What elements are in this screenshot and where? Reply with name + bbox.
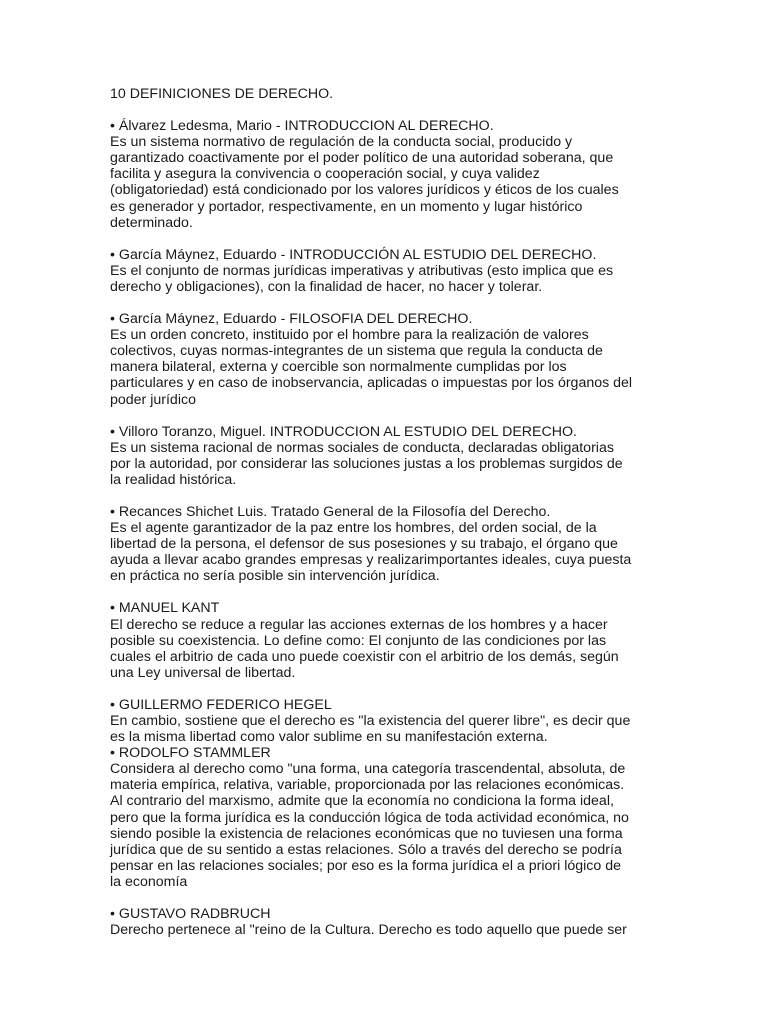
definition-line: colectivos, cuyas normas-integrantes de un sistema que regula la conducta de	[110, 343, 603, 360]
definition-heading: • RODOLFO STAMMLER	[110, 745, 271, 762]
definition-entry-2	[110, 247, 658, 295]
definition-heading: • Recances Shichet Luis. Tratado General de la Filosofía del Derecho.	[110, 503, 551, 520]
definition-line: En cambio, sostiene que el derecho es "la existencia del querer libre", es decir que	[110, 713, 631, 729]
definition-line: El derecho se reduce a regular las acciones externas de los hombres y a hacer	[110, 616, 608, 633]
definition-entry-8	[110, 745, 658, 890]
definition-heading: • GUILLERMO FEDERICO HEGEL	[110, 696, 332, 713]
definition-line: Es un sistema normativo de regulación de la conducta social, producido y	[110, 134, 573, 151]
definition-line: materia empírica, relativa, variable, proporcionada por las relaciones económicas.	[110, 777, 625, 794]
definition-entry-4	[110, 424, 658, 488]
document-title: 10 DEFINICIONES DE DERECHO.	[110, 86, 334, 102]
definition-line: ayuda a llevar acabo grandes empresas y realizarimportantes ideales, cuya puesta	[110, 552, 632, 569]
definition-line: Es un sistema racional de normas sociales de conducta, declaradas obligatorias	[110, 439, 614, 456]
definition-line: cuales el arbitrio de cada uno puede coexistir con el arbitrio de los demás, según	[110, 648, 619, 665]
definition-line: es generador y portador, respectivamente, en un momento y lugar histórico	[110, 198, 583, 215]
definition-entry-5	[110, 504, 658, 584]
definition-line: garantizado coactivamente por el poder político de una autoridad soberana, que	[110, 150, 614, 167]
definition-line: Es el conjunto de normas jurídicas imperativas y atributivas (esto implica que es	[110, 262, 614, 279]
document-page	[110, 86, 658, 954]
definition-line: manera bilateral, externa y coercible son normalmente cumplidas por los	[110, 359, 567, 376]
definition-heading: • García Máynez, Eduardo - FILOSOFIA DEL DERECHO.	[110, 311, 473, 328]
definition-heading: • Villoro Toranzo, Miguel. INTRODUCCION AL ESTUDIO DEL DERECHO.	[110, 423, 577, 440]
definition-line: poder jurídico	[110, 391, 196, 408]
definition-entry-1	[110, 118, 658, 231]
definition-line: Es el agente garantizador de la paz entre los hombres, del orden social, de la	[110, 520, 597, 537]
definition-line: Considera al derecho como "una forma, una categoría trascendental, absoluta, de	[110, 761, 626, 778]
definition-line: es la misma libertad como valor sublime en su manifestación externa.	[110, 729, 548, 746]
definition-entry-3	[110, 311, 658, 408]
definition-line: pensar en las relaciones sociales; por eso es la forma jurídica el a priori lógico de	[110, 857, 622, 874]
definition-line: pero que la forma jurídica es la conducción lógica de toda actividad económica, no	[110, 809, 629, 826]
definition-line: en práctica no sería posible sin intervención jurídica.	[110, 568, 440, 585]
definition-heading: • Álvarez Ledesma, Mario - INTRODUCCION AL DERECHO.	[110, 118, 494, 135]
definition-heading: • GUSTAVO RADBRUCH	[110, 906, 271, 923]
definition-entry-6	[110, 600, 658, 680]
definition-entry-7	[110, 697, 658, 745]
definition-line: posible su coexistencia. Lo define como: El conjunto de las condiciones por las	[110, 632, 607, 649]
definition-heading: • García Máynez, Eduardo - INTRODUCCIÓN AL ESTUDIO DEL DERECHO.	[110, 246, 597, 263]
definition-line: facilita y asegura la convivencia o cooperación social, y cuya validez	[110, 166, 540, 183]
definition-line: la realidad histórica.	[110, 471, 237, 488]
definition-line: por la autoridad, por considerar las soluciones justas a los problemas surgidos de	[110, 455, 623, 472]
definition-heading: • MANUEL KANT	[110, 600, 220, 617]
definition-line: Al contrario del marxismo, admite que la economía no condiciona la forma ideal,	[110, 793, 614, 810]
definition-line: particulares y en caso de inobservancia, aplicadas o impuestas por los órganos del	[110, 375, 633, 392]
definition-line: una Ley universal de libertad.	[110, 664, 296, 681]
definition-line: libertad de la persona, el defensor de sus posesiones y su trabajo, el órgano que	[110, 536, 618, 553]
definition-line: jurídica que de su sentido a estas relaciones. Sólo a través del derecho se podría	[110, 841, 622, 858]
definition-line: (obligatoriedad) está condicionado por los valores jurídicos y éticos de los cuales	[110, 182, 619, 199]
definition-line: la economía	[110, 873, 188, 890]
definition-line: derecho y obligaciones), con la finalidad de hacer, no hacer y tolerar.	[110, 278, 543, 295]
definition-line: Es un orden concreto, instituido por el hombre para la realización de valores	[110, 327, 589, 344]
definition-line: siendo posible la existencia de relaciones económicas que no tuviesen una forma	[110, 825, 623, 842]
definition-entry-9	[110, 906, 658, 938]
definition-line: determinado.	[110, 214, 193, 231]
definition-line: Derecho pertenece al "reino de la Cultura. Derecho es todo aquello que puede ser	[110, 922, 627, 939]
